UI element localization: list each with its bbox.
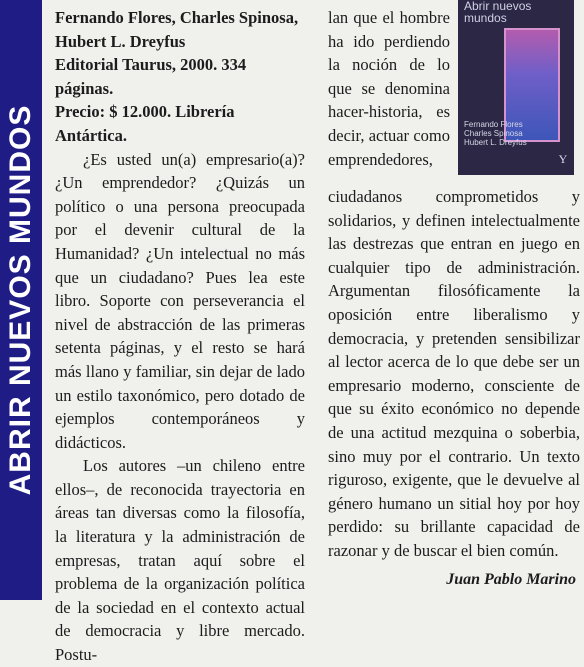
cover-authors: Fernando Flores Charles Spinosa Hubert L. Dreyfus xyxy=(464,120,527,147)
book-cover-image xyxy=(458,0,574,175)
section-sidebar xyxy=(0,0,42,600)
review-paragraph-4: ciudadanos comprometidos y solidarios, y definen intelectualmente las destrezas que entran en juego en cualquier tipo de administración. Argumentan filosóficamente la oposición entre liberalismo y democracia, y pretenden sensibilizar al lector acerca de lo que debe ser un empresario moderno, consciente de que su éxito económico no depende de una actitud mezquina o soberbia, sino muy por el contrario. Un texto riguroso, exigente, que le devuelve al género humano un sitial hoy por hoy perdido: su brillante capacidad de razonar y de buscar el bien común. xyxy=(328,187,580,560)
review-paragraph-2: Los autores –un chileno entre ellos–, de reconocida trayectoria en áreas tan diversas como la filosofía, la literatura y la administración de empresas, tratan aquí sobre el problema de la organización política de la sociedad en el contexto actual de democracia y libre mercado. Postu- xyxy=(55,456,305,665)
right-column-bottom xyxy=(328,185,580,563)
publisher-logo-icon: Y xyxy=(558,152,568,166)
book-publisher: Editorial Taurus, 2000. 334 páginas. xyxy=(55,55,247,98)
section-title: ABRIR NUEVOS MUNDOS xyxy=(4,104,37,496)
review-paragraph-3: lan que el hombre ha ido perdiendo la noción de lo que se denomina hacer-historia, es decir, actuar como emprendedores, xyxy=(328,8,450,169)
book-price: Precio: $ 12.000. Librería Antártica. xyxy=(55,102,235,145)
reviewer-signature: Juan Pablo Marino xyxy=(446,571,576,588)
review-paragraph-1: ¿Es usted un(a) empresario(a)? ¿Un emprendedor? ¿Quizás un político o una persona preocupada por el devenir cultural de la Humanidad? ¿Un intelectual no más que un ciudadano? Pues lea este libro. Soporte con perseverancia el nivel de abstracción de las primeras setenta páginas, y el resto se hará más llano y familiar, sin dejar de lado un estilo taxonómico, pero dotado de ejemplos contemporáneos y didácticos. xyxy=(55,149,305,452)
book-authors: Fernando Flores, Charles Spinosa, Hubert L. Dreyfus xyxy=(55,8,299,51)
cover-title: Abrir nuevos mundos xyxy=(464,0,532,25)
left-column xyxy=(55,6,305,667)
right-column-top xyxy=(328,6,450,171)
